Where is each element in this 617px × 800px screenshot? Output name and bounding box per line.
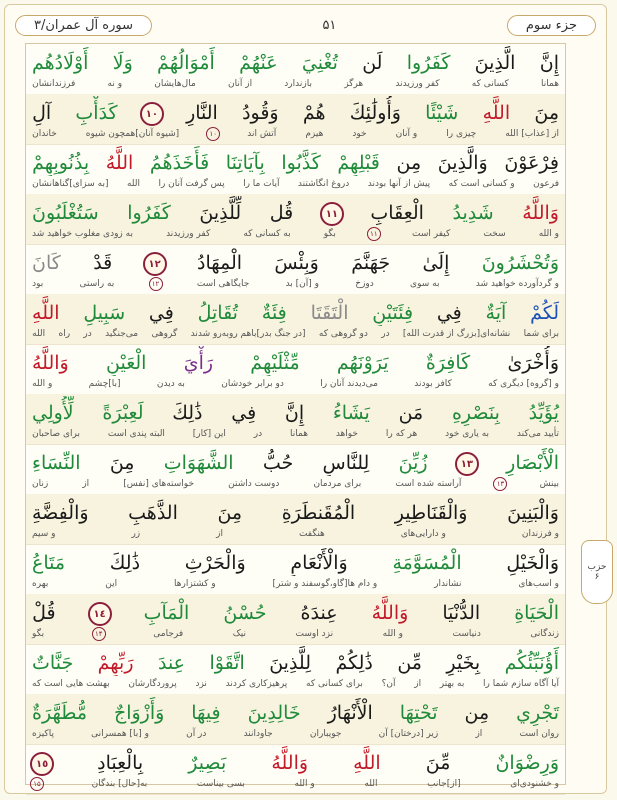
arabic-word: يَشَاءُ [332, 402, 370, 424]
arabic-word: شَيْئًا [425, 102, 459, 124]
translation-word: از آنان [228, 79, 253, 89]
translation-word: در [253, 429, 263, 439]
translation-word: و [آن] بد [285, 279, 320, 289]
arabic-word: سَبِيلِ [83, 302, 126, 324]
arabic-word: لِلَّذِينَ [269, 652, 312, 674]
arabic-row [30, 296, 561, 326]
translation-word: [در جنگ بدر]باهم روبه‌رو شدند [190, 329, 306, 339]
arabic-word: اللَّهِ [482, 102, 511, 124]
translation-word: این [105, 579, 118, 589]
arabic-word: وَالْأَنْعَامِ [290, 552, 348, 574]
arabic-word: الْمُقَنطَرَةِ [281, 502, 356, 524]
arabic-row [30, 546, 561, 576]
arabic-word: وَاللَّهُ [371, 602, 409, 624]
arabic-word: خَالِدِينَ [247, 702, 301, 724]
translation-word: به دیدن [156, 379, 185, 389]
arabic-word: قَبْلِهِمْ [337, 152, 380, 174]
translation-word: به یاری خود [445, 429, 490, 439]
translation-row [30, 326, 561, 342]
arabic-word: لِّلَّذِينَ [199, 202, 242, 224]
verse-number-marker: ١٢ [143, 252, 167, 276]
arabic-word: وَالْفِضَّةِ [32, 502, 89, 524]
translation-word: در آن [186, 729, 207, 739]
translation-row [30, 576, 561, 592]
verse-line [26, 294, 565, 345]
translation-word: و سیم [32, 529, 56, 539]
translation-word: برای صاحبان [32, 429, 80, 439]
translation-word: کفر ورزیدند [166, 229, 211, 239]
translation-word: بازندارد [284, 79, 312, 89]
translation-row [30, 426, 561, 442]
translation-word: بود [32, 279, 44, 289]
arabic-word: كَافِرَةٌ [425, 352, 471, 374]
arabic-word: آلِ [32, 102, 52, 124]
translation-word: فرزندانشان [32, 79, 76, 89]
arabic-word: الَّذِينَ [474, 52, 516, 74]
translation-word: به کسانی که [243, 229, 291, 239]
arabic-row [30, 496, 561, 526]
translation-word: بگو [32, 629, 45, 639]
translation-word: و گردآورده خواهید شد [475, 279, 559, 289]
translation-word: خواهد [335, 429, 358, 439]
verse-line [26, 144, 565, 195]
translation-word: تأیید می‌کند [516, 429, 559, 439]
arabic-word: تُقَاتِلُ [197, 302, 238, 324]
translation-word: جویباران [309, 729, 342, 739]
translation-word: نزد اوست [295, 629, 334, 639]
translation-word: هرگز [344, 79, 364, 89]
arabic-word: مِنَ [217, 502, 243, 524]
verse-line [26, 394, 565, 445]
translation-word: همانا [541, 79, 559, 89]
arabic-row [30, 146, 561, 176]
arabic-word: الْتَقَتَا [310, 302, 349, 324]
arabic-word: لَكُمْ [530, 302, 559, 324]
translation-word: دنیاست [452, 629, 481, 639]
verse-line [26, 644, 565, 695]
mushaf-page [4, 4, 607, 794]
translation-word: خواسته‌های [نفس] [123, 479, 195, 489]
arabic-word: مِنَ [109, 452, 135, 474]
arabic-word: لِّأُولِي [32, 402, 74, 424]
translation-verse-number: ۱۳ [493, 477, 507, 491]
translation-word: کافر بودند [414, 379, 452, 389]
translation-word: از [216, 529, 223, 539]
translation-word: الله [32, 329, 46, 339]
arabic-word: أَوْلَادُهُم [32, 52, 89, 74]
arabic-word: إِنَّ [539, 52, 559, 74]
translation-word: آراسته شده است [395, 479, 462, 489]
translation-word: این [کار] [192, 429, 226, 439]
arabic-row [30, 446, 561, 476]
translation-word: آتش اند [247, 129, 277, 139]
translation-word: و نه [107, 79, 123, 89]
arabic-word: فِي [436, 302, 462, 324]
verse-number-marker: ١٤ [88, 602, 112, 626]
translation-word: به زودی مغلوب خواهید شد [32, 229, 133, 239]
arabic-word: مُّطَهَّرَةٌ [32, 702, 87, 724]
arabic-word: النِّسَاءِ [32, 452, 81, 474]
arabic-word: إِنَّ [284, 402, 305, 424]
translation-word: البته پندی است [107, 429, 165, 439]
translation-word: پروردگارشان [128, 679, 177, 689]
verse-area [25, 43, 566, 789]
arabic-word: آيَةٌ [485, 302, 507, 324]
arabic-row [30, 696, 561, 726]
arabic-word: وَالْقَنَاطِيرِ [394, 502, 468, 524]
translation-word: به سوی [410, 279, 440, 289]
verse-line [26, 744, 565, 795]
arabic-word: فِئَتَيْنِ [372, 302, 414, 324]
page-number: ۵۱ [322, 17, 337, 33]
translation-word: و الله [32, 379, 53, 389]
arabic-word: عِندَهُ [300, 602, 338, 624]
translation-word: به راستی [79, 279, 115, 289]
arabic-word: كَذَّبُوا [281, 152, 321, 174]
arabic-word: مِن [464, 702, 490, 724]
arabic-word: إِلَىٰ [422, 252, 450, 274]
arabic-row [30, 746, 561, 776]
arabic-row [30, 596, 561, 626]
arabic-word: الْأَنْهَارُ [327, 702, 373, 724]
translation-word: هر که را [385, 429, 418, 439]
translation-word: و [گروه] دیگری که [488, 379, 559, 389]
page-header [15, 11, 596, 39]
translation-word: و دارایی‌های [400, 529, 446, 539]
arabic-word: هُمْ [302, 102, 326, 124]
translation-row [30, 726, 561, 742]
translation-word: و [با] همسرانی [91, 729, 149, 739]
translation-verse-number: ۱۲ [149, 277, 163, 291]
translation-word: برای مردمان [313, 479, 362, 489]
arabic-word: وَالْخَيْلِ [506, 552, 559, 574]
translation-word: دروغ انگاشتند [297, 179, 350, 189]
hizb-marker [581, 540, 613, 604]
arabic-word: كَدَأْبِ [75, 102, 118, 124]
translation-word: الله [364, 779, 378, 789]
arabic-word: مِنَ [534, 102, 559, 124]
verse-line [26, 544, 565, 595]
arabic-word: وَاللَّهُ [522, 202, 559, 224]
arabic-row [30, 646, 561, 676]
translation-row [30, 626, 561, 642]
translation-word: روان است [519, 729, 559, 739]
arabic-row [30, 96, 561, 126]
arabic-word: فِيهَا [191, 702, 221, 724]
translation-word: مال‌هایشان [154, 79, 196, 89]
translation-word: الله [126, 179, 140, 189]
translation-word: پس گرفت آنان را [158, 179, 225, 189]
translation-row [30, 776, 561, 792]
translation-word: و الله [382, 629, 403, 639]
arabic-word: فِرْعَوْنَ [504, 152, 559, 174]
translation-word: زیر [درختان] آن [378, 729, 439, 739]
translation-verse-number: ۱۴ [92, 627, 106, 641]
translation-word: جایگاهی است [196, 279, 250, 289]
arabic-word: مَن [398, 402, 424, 424]
arabic-word: اللَّهِ [32, 302, 60, 324]
verse-number-marker: ١٣ [455, 452, 479, 476]
translation-word: بسی بیناست [196, 779, 245, 789]
translation-word: از [414, 679, 422, 689]
translation-row [30, 126, 561, 142]
arabic-word: ذَٰلِكُمْ [335, 652, 373, 674]
arabic-word: زُيِّنَ [398, 452, 428, 474]
translation-word: و کشتزارها [174, 579, 216, 589]
juz-label: جزء سوم [507, 15, 596, 36]
hizb-number: ۶ [594, 572, 600, 582]
arabic-word: كَفَرُوا [127, 202, 171, 224]
translation-word: بهشت هایی است که [32, 679, 110, 689]
translation-row [30, 176, 561, 192]
translation-word: از [عذاب] الله [505, 129, 559, 139]
arabic-word: لَن [362, 52, 383, 74]
arabic-word: حُبُّ [262, 452, 294, 474]
translation-word: می‌جنگید [105, 329, 139, 339]
arabic-word: حُسْنُ [223, 602, 267, 624]
arabic-word: يَرَوْنَهُم [336, 352, 389, 374]
translation-word: همانا [290, 429, 308, 439]
arabic-word: لِلنَّاسِ [322, 452, 370, 474]
arabic-word: كَفَرُوا [406, 52, 451, 74]
translation-word: خود [352, 129, 367, 139]
verse-number-marker: ١٠ [140, 102, 164, 126]
translation-verse-number: ۱۱ [367, 227, 381, 241]
arabic-word: الْحَيَاةِ [514, 602, 559, 624]
arabic-word: مِّثْلَيْهِمْ [250, 352, 300, 374]
translation-word: پرهیزکاری کردند [225, 679, 288, 689]
translation-word: به[حال] بندگان [91, 779, 148, 789]
arabic-word: وَلَا [112, 52, 133, 74]
translation-word: و اسب‌های [518, 579, 559, 589]
translation-word: و آنان [395, 129, 418, 139]
arabic-word: ذَٰلِكَ [172, 402, 203, 424]
translation-row [30, 276, 561, 292]
arabic-word: الذَّهَبِ [128, 502, 178, 524]
translation-word: دو گروهی که [318, 329, 368, 339]
arabic-word: وَتُحْشَرُونَ [481, 252, 559, 274]
arabic-word: فِئَةٌ [261, 302, 287, 324]
translation-word: و کسانی است که [448, 179, 515, 189]
arabic-word: وَرِضْوَانٌ [495, 752, 559, 774]
arabic-word: قُلْ [32, 602, 56, 624]
translation-word: و فرزندان [521, 529, 559, 539]
translation-row [30, 676, 561, 692]
arabic-word: فَأَخَذَهُمُ [149, 152, 210, 174]
verse-line [26, 44, 565, 95]
arabic-row [30, 196, 561, 226]
arabic-word: الْمَآبِ [143, 602, 190, 624]
translation-word: [به سزای]گناهانشان [32, 179, 109, 189]
arabic-word: الدُّنْيَا [442, 602, 481, 624]
translation-word: خاندان [32, 129, 57, 139]
translation-word: گروهی [151, 329, 178, 339]
arabic-word: كَانَ [32, 252, 61, 274]
arabic-word: أَمْوَالُهُمْ [157, 52, 215, 74]
translation-word: و الله [538, 229, 559, 239]
translation-word: دوزخ [355, 279, 374, 289]
arabic-word: بِالْعِبَادِ [97, 752, 144, 774]
translation-verse-number: ۱۰ [206, 127, 220, 141]
arabic-word: فِي [231, 402, 257, 424]
verse-line [26, 494, 565, 545]
translation-row [30, 526, 561, 542]
arabic-word: عَنْهُمْ [239, 52, 278, 74]
translation-word: زنان [32, 479, 49, 489]
translation-word: نشانه‌ای[بزرگ از قدرت الله] [402, 329, 511, 339]
translation-row [30, 476, 561, 492]
translation-word: آن؟ [381, 679, 396, 689]
arabic-word: تُغْنِيَ [301, 52, 338, 74]
translation-word: نزد [195, 679, 207, 689]
arabic-word: وَأُولَٰئِكَ [349, 102, 401, 124]
translation-verse-number: ۱۵ [30, 777, 44, 791]
arabic-word: وَأَزْوَاجٌ [113, 702, 165, 724]
arabic-word: اللَّهِ [353, 752, 381, 774]
translation-row [30, 226, 561, 242]
verse-line [26, 94, 565, 145]
arabic-word: سَتُغْلَبُونَ [32, 202, 99, 224]
verse-line [26, 194, 565, 245]
translation-word: به بهتر [439, 679, 465, 689]
verse-number-marker: ١١ [320, 202, 344, 226]
arabic-word: رَأْيَ [183, 352, 214, 374]
arabic-word: جَهَنَّمَ [351, 252, 391, 274]
translation-row [30, 76, 561, 92]
translation-word: [با]چشم [88, 379, 121, 389]
translation-word: می‌دیدند آنان را [320, 379, 378, 389]
verse-number-marker: ١٥ [30, 752, 54, 776]
translation-word: راه [58, 329, 71, 339]
arabic-word: النَّارِ [186, 102, 218, 124]
arabic-word: مِّن [397, 652, 422, 674]
arabic-word: اتَّقَوْا [209, 652, 245, 674]
arabic-word: أَؤُنَبِّئُكُم [504, 652, 559, 674]
translation-word: بگو [323, 229, 336, 239]
arabic-word: قُل [269, 202, 294, 224]
arabic-word: شَدِيدُ [452, 202, 494, 224]
translation-word: و دام ها[گاو،گوسفند و شتر] [272, 579, 378, 589]
translation-word: فرعون [533, 179, 559, 189]
arabic-word: مَتَاعُ [32, 552, 66, 574]
arabic-word: لَعِبْرَةً [102, 402, 144, 424]
translation-word: سخت [483, 229, 506, 239]
translation-word: و خشنودی‌ای [510, 779, 559, 789]
arabic-word: بِذُنُوبِهِمْ [32, 152, 90, 174]
arabic-word: بَصِيرٌ [188, 752, 227, 774]
translation-word: از [82, 479, 90, 489]
translation-word: کیفر است [412, 229, 451, 239]
translation-word: هنگفت [298, 529, 325, 539]
translation-word: جاودانند [243, 729, 273, 739]
translation-word: نشاندار [434, 579, 462, 589]
arabic-word: مِن [396, 152, 422, 174]
translation-word: آیات ما را [243, 179, 280, 189]
arabic-word: اللَّهُ [105, 152, 134, 174]
arabic-word: تَجْرِي [516, 702, 559, 724]
arabic-word: يُؤَيِّدُ [528, 402, 559, 424]
translation-row [30, 376, 561, 392]
arabic-word: عِندَ [157, 652, 186, 674]
arabic-row [30, 246, 561, 276]
arabic-word: تَحْتِهَا [399, 702, 438, 724]
arabic-word: وَبِئْسَ [274, 252, 319, 274]
arabic-row [30, 396, 561, 426]
arabic-word: وَاللَّهُ [32, 352, 69, 374]
surah-label: سوره آل عمران/۳ [15, 15, 152, 36]
translation-word: کفر ورزیدند [395, 79, 440, 89]
translation-word: دوست داشتن [228, 479, 280, 489]
arabic-word: وَأُخْرَىٰ [507, 352, 559, 374]
arabic-word: ذَٰلِكَ [109, 552, 141, 574]
verse-line [26, 594, 565, 645]
translation-word: برای شما [523, 329, 559, 339]
translation-word: بینش [539, 479, 559, 489]
arabic-word: الْمِهَادُ [196, 252, 243, 274]
arabic-word: الشَّهَوَاتِ [163, 452, 234, 474]
translation-word: نیک [232, 629, 246, 639]
arabic-word: الْعَيْنِ [106, 352, 147, 374]
translation-word: و الله [294, 779, 315, 789]
arabic-word: وَقُودُ [242, 102, 279, 124]
arabic-word: وَالَّذِينَ [437, 152, 488, 174]
arabic-word: وَالْبَنِينَ [507, 502, 559, 524]
arabic-word: الْأَبْصَارِ [506, 452, 559, 474]
translation-word: هیزم [305, 129, 324, 139]
translation-word: چیزی را [446, 129, 477, 139]
arabic-word: الْمُسَوَّمَةِ [392, 552, 462, 574]
translation-word: زندگانی [530, 629, 559, 639]
verse-line [26, 244, 565, 295]
translation-word: در [381, 329, 390, 339]
translation-word: پیش از آنها بودند [367, 179, 431, 189]
arabic-word: مِّنَ [425, 752, 451, 774]
verse-line [26, 444, 565, 495]
translation-word: [از]جانب [427, 779, 461, 789]
translation-word: دو برابر خودشان [221, 379, 284, 389]
arabic-word: بِنَصْرِهِ [451, 402, 500, 424]
arabic-word: وَالْحَرْثِ [184, 552, 246, 574]
hizb-label: حزب [587, 562, 607, 572]
translation-word: زر [131, 529, 141, 539]
translation-word: در [83, 329, 92, 339]
arabic-word: الْعِقَابِ [370, 202, 424, 224]
arabic-word: جَنَّاتٌ [32, 652, 74, 674]
arabic-word: بِخَيْرٍ [446, 652, 481, 674]
arabic-row [30, 46, 561, 76]
translation-word: برای کسانی که [306, 679, 363, 689]
arabic-row [30, 346, 561, 376]
translation-word: بهره [32, 579, 49, 589]
translation-word: فرجامی [153, 629, 184, 639]
translation-word: از [475, 729, 483, 739]
arabic-word: وَاللَّهُ [271, 752, 309, 774]
verse-line [26, 694, 565, 745]
translation-word: کسانی که [471, 79, 509, 89]
verse-line [26, 344, 565, 395]
translation-word: [شیوه آنان]همچون شیوه [85, 129, 180, 139]
arabic-word: فِي [148, 302, 174, 324]
translation-word: آیا آگاه سازم شما را [483, 679, 559, 689]
arabic-word: قَدْ [93, 252, 113, 274]
arabic-word: بِآيَاتِنَا [225, 152, 265, 174]
arabic-word: رَبِّهِمْ [97, 652, 134, 674]
translation-word: پاکیزه [32, 729, 54, 739]
